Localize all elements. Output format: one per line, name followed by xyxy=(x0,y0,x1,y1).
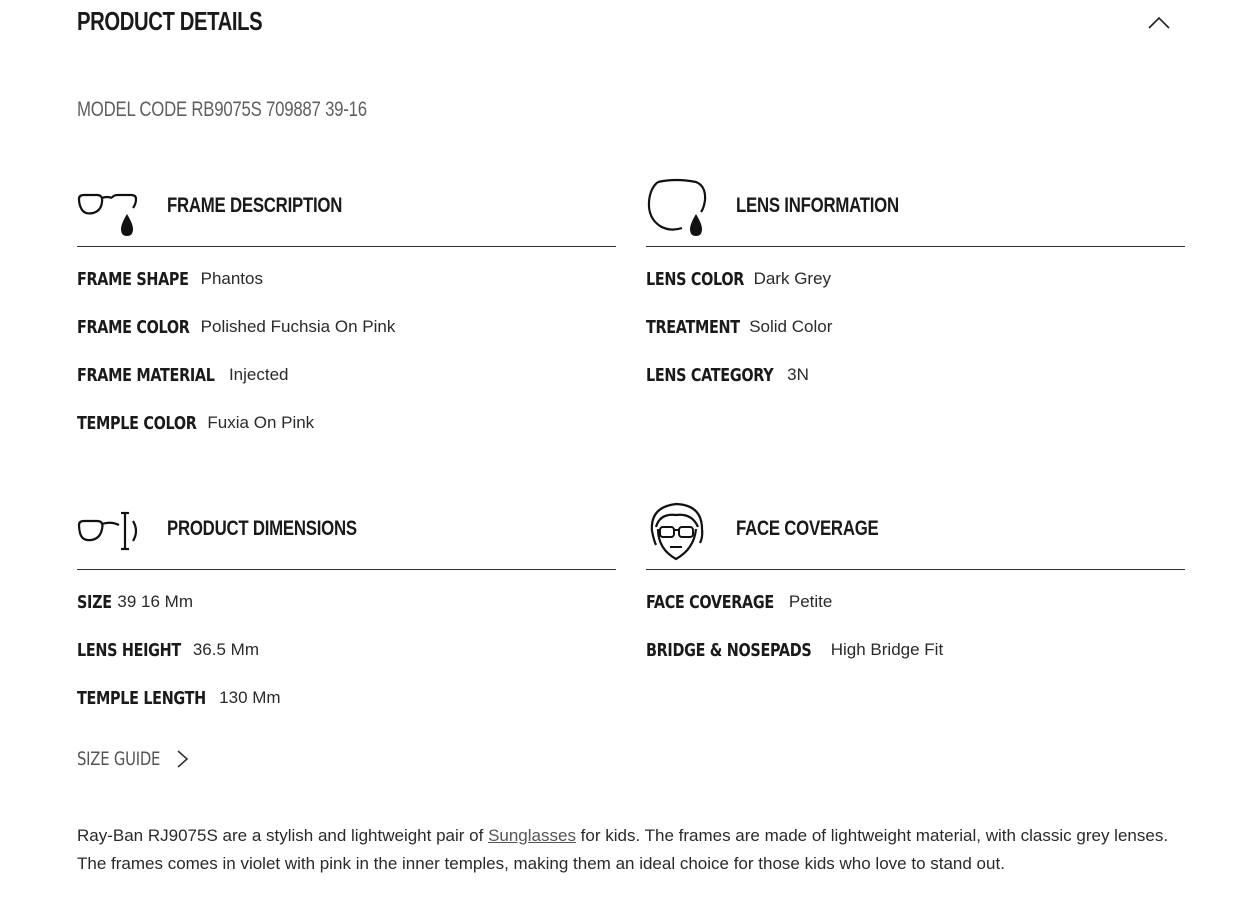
spec-row xyxy=(77,592,616,640)
sunglasses-link[interactable]: Sunglasses xyxy=(488,826,576,845)
spec-label: TEMPLE COLOR xyxy=(77,413,197,434)
frame-description-title: FRAME DESCRIPTION xyxy=(167,194,343,217)
frame-description-section xyxy=(77,176,616,461)
lens-information-header xyxy=(646,176,1185,247)
spec-row xyxy=(77,413,616,461)
spec-label: LENS CATEGORY xyxy=(646,365,774,386)
spec-row xyxy=(77,269,616,317)
size-guide-link[interactable] xyxy=(77,745,190,773)
spec-label: FRAME SHAPE xyxy=(77,269,189,290)
spec-label: TEMPLE LENGTH xyxy=(77,688,206,709)
spec-value: 39 16 Mm xyxy=(117,592,194,611)
spec-label: FRAME MATERIAL xyxy=(77,365,215,386)
product-description xyxy=(77,822,1187,878)
spec-value: 36.5 Mm xyxy=(192,640,259,659)
description-text: Ray-Ban RJ9075S are a stylish and lightweight pair of xyxy=(77,826,489,845)
description-text: for kids. The frames are made of lightweight material, with classic grey lenses. The frames comes in violet with pink in the inner temples, making them an ideal choice for those kids who love to stand out. xyxy=(77,826,1169,873)
spec-row xyxy=(646,640,1185,688)
spec-row xyxy=(646,317,1185,365)
spec-value: Injected xyxy=(228,365,289,384)
spec-value: 130 Mm xyxy=(219,688,281,707)
spec-label: FACE COVERAGE xyxy=(646,592,774,613)
chevron-right-icon xyxy=(174,748,190,770)
model-code: MODEL CODE RB9075S 709887 39-16 xyxy=(77,98,367,121)
spec-row xyxy=(646,269,1185,317)
spec-value: Solid Color xyxy=(749,317,833,336)
spec-label: FRAME COLOR xyxy=(77,317,190,338)
spec-label: LENS COLOR xyxy=(646,269,745,290)
product-dimensions-header xyxy=(77,499,616,570)
collapse-toggle-button[interactable] xyxy=(1146,12,1172,34)
lens-drop-icon xyxy=(646,178,708,240)
frame-drop-icon xyxy=(77,178,139,240)
face-coverage-title: FACE COVERAGE xyxy=(736,517,879,540)
face-coverage-section xyxy=(646,499,1185,688)
spec-value: Petite xyxy=(788,592,833,611)
face-coverage-header xyxy=(646,499,1185,570)
spec-value: Fuxia On Pink xyxy=(207,413,315,432)
spec-row xyxy=(646,592,1185,640)
product-dimensions-section xyxy=(77,499,616,736)
size-guide-label: SIZE GUIDE xyxy=(77,748,161,770)
spec-value: Phantos xyxy=(200,269,263,288)
product-dimensions-title: PRODUCT DIMENSIONS xyxy=(167,517,357,540)
spec-label: SIZE xyxy=(77,592,112,613)
spec-label: LENS HEIGHT xyxy=(77,640,181,661)
spec-row xyxy=(77,688,616,736)
spec-row xyxy=(77,365,616,413)
spec-value: 3N xyxy=(787,365,809,384)
lens-information-title: LENS INFORMATION xyxy=(736,194,899,217)
spec-label: TREATMENT xyxy=(646,317,740,338)
lens-information-section xyxy=(646,176,1185,413)
spec-value: High Bridge Fit xyxy=(830,640,944,659)
spec-row xyxy=(77,317,616,365)
spec-value: Dark Grey xyxy=(753,269,832,288)
spec-row xyxy=(77,640,616,688)
spec-row xyxy=(646,365,1185,413)
face-glasses-icon xyxy=(646,501,708,563)
spec-label: BRIDGE & NOSEPADS xyxy=(646,640,812,661)
spec-value: Polished Fuchsia On Pink xyxy=(200,317,396,336)
frame-description-header xyxy=(77,176,616,247)
glasses-measure-icon xyxy=(77,501,139,563)
chevron-up-icon xyxy=(1146,12,1172,34)
section-title: PRODUCT DETAILS xyxy=(77,6,263,36)
